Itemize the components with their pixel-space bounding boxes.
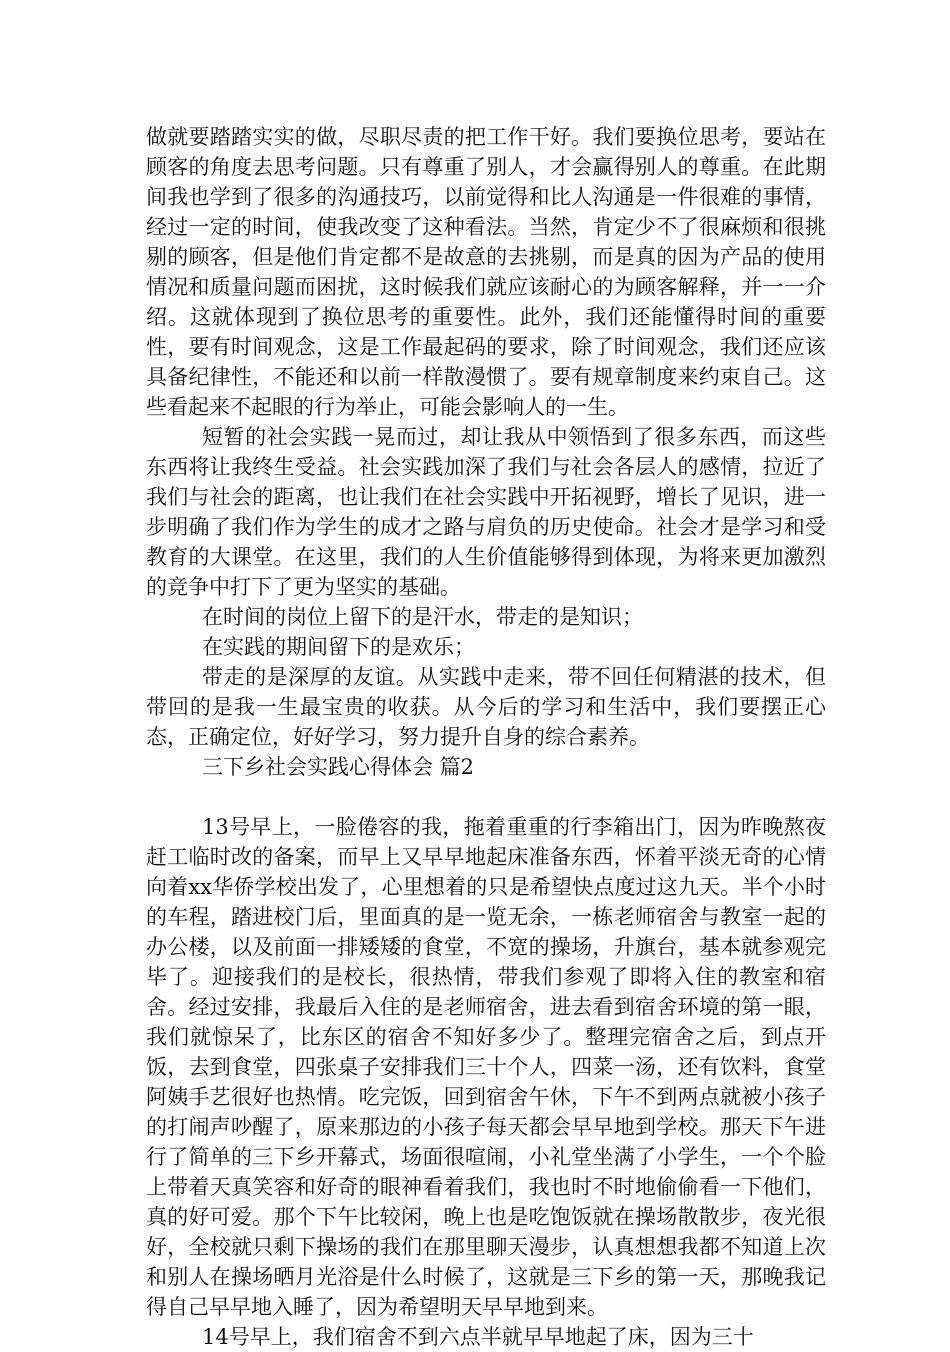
document-body <box>146 122 826 1352</box>
paragraph-6: 13号早上，一脸倦容的我，拖着重重的行李箱出门，因为昨晚熬夜赶工临时改的备案，而早上又早早地起床准备东西，怀着平淡无奇的心情向着xx华侨学校出发了，心里想着的只是希望快点度过这九天。半个小时的车程，踏进校门后，里面真的是一览无余，一栋老师宿舍与教室一起的办公楼，以及前面一排矮矮的食堂，不宽的操场，升旗台，基本就参观完毕了。迎接我们的是校长，很热情，带我们参观了即将入住的教室和宿舍。经过安排，我最后入住的是老师宿舍，进去看到宿舍环境的第一眼，我们就惊呆了，比东区的宿舍不知好多少了。整理完宿舍之后，到点开饭，去到食堂，四张桌子安排我们三十个人，四菜一汤，还有饮料，食堂阿姨手艺很好也热情。吃完饭，回到宿舍午休，下午不到两点就被小孩子的打闹声吵醒了，原来那边的小孩子每天都会早早地到学校。那天下午进行了简单的三下乡开幕式，场面很喧闹，小礼堂坐满了小学生，一个个脸上带着天真笑容和好奇的眼神看着我们，我也时不时地偷偷看一下他们，真的好可爱。那个下午比较闲，晚上也是吃饱饭就在操场散散步，夜光很好，全校就只剩下操场的我们在那里聊天漫步，认真想想我都不知道上次和别人在操场晒月光浴是什么时候了，这就是三下乡的第一天，那晚我记得自己早早地入睡了，因为希望明天早早地到来。 <box>146 815 826 1319</box>
paragraph-1: 做就要踏踏实实的做，尽职尽责的把工作干好。我们要换位思考，要站在顾客的角度去思考问题。只有尊重了别人，才会赢得别人的尊重。在此期间我也学到了很多的沟通技巧，以前觉得和比人沟通是一件很难的事情，经过一定的时间，使我改变了这种看法。当然，肯定少不了很麻烦和很挑剔的顾客，但是他们肯定都不是故意的去挑剔，而是真的因为产品的使用情况和质量问题而困扰，这时候我们就应该耐心的为顾客解释，并一一介绍。这就体现到了换位思考的重要性。此外，我们还能懂得时间的重要性，要有时间观念，这是工作最起码的要求，除了时间观念，我们还应该具备纪律性，不能还和以前一样散漫惯了。要有规章制度来约束自己。这些看起来不起眼的行为举止，可能会影响人的一生。 <box>146 125 826 419</box>
section-heading: 三下乡社会实践心得体会 篇2 <box>202 755 475 779</box>
paragraph-2: 短暂的社会实践一晃而过，却让我从中领悟到了很多东西，而这些东西将让我终生受益。社会实践加深了我们与社会各层人的感情，拉近了我们与社会的距离，也让我们在社会实践中开拓视野，增长了见识，进一步明确了我们作为学生的成才之路与肩负的历史使命。社会才是学习和受教育的大课堂。在这里，我们的人生价值能够得到体现，为将来更加激烈的竞争中打下了更为坚实的基础。 <box>146 425 826 599</box>
paragraph-3: 在时间的岗位上留下的是汗水，带走的是知识； <box>202 605 643 629</box>
blank-line <box>146 782 826 812</box>
paragraph-5: 带走的是深厚的友谊。从实践中走来，带不回任何精湛的技术，但带回的是我一生最宝贵的收获。从今后的学习和生活中，我们要摆正心态，正确定位，好好学习，努力提升自身的综合素养。 <box>146 665 826 749</box>
paragraph-4: 在实践的期间留下的是欢乐； <box>202 635 475 659</box>
paragraph-7: 14号早上，我们宿舍不到六点半就早早地起了床，因为三十 <box>202 1325 754 1349</box>
